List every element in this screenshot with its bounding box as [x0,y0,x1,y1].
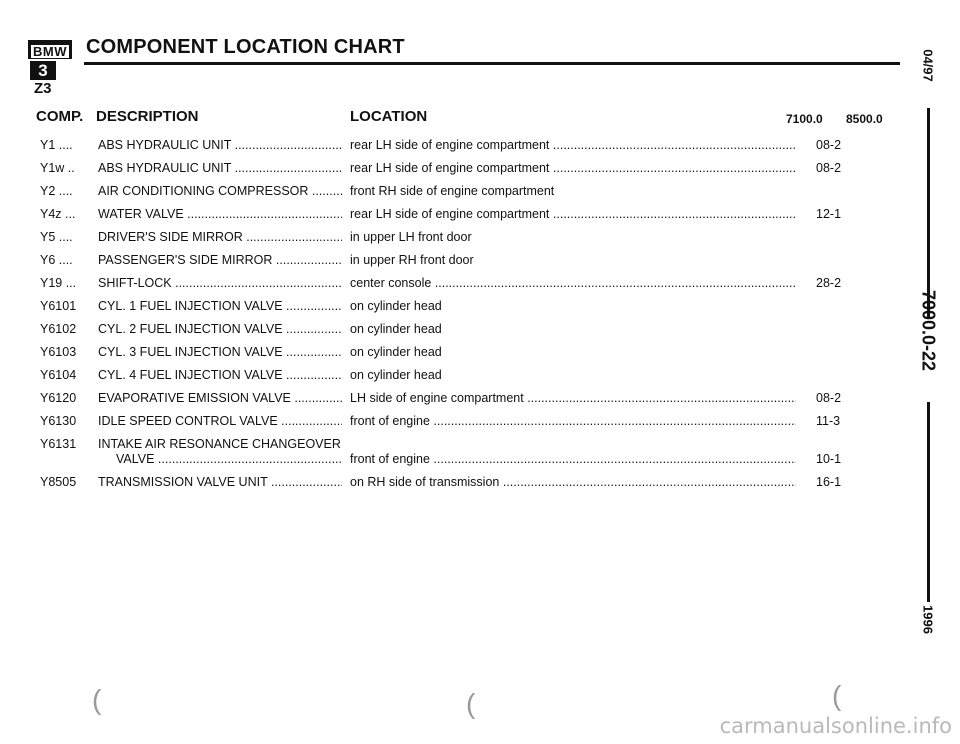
comp-id: Y6101 [40,299,77,313]
table-row [0,274,900,292]
description: AIR CONDITIONING COMPRESSOR ..... [98,182,342,200]
description: IDLE SPEED CONTROL VALVE ..... [98,412,342,430]
comp-id: Y6120 [40,391,77,405]
sidebar-rule [927,402,930,602]
location: LH side of engine compartment ..... [350,389,796,407]
comp-id: Y1w .. [40,161,75,175]
scan-mark: ( [832,680,842,711]
location: in upper LH front door [350,230,472,244]
table-row [0,473,900,491]
ref-number: 08-2 [816,391,842,405]
description: SHIFT-LOCK ..... [98,274,342,292]
page-title: COMPONENT LOCATION CHART [86,36,405,58]
location: front of engine ..... [350,412,796,430]
description-continued: VALVE ..... [116,450,342,468]
location: front RH side of engine compartment [350,184,555,198]
table-row [0,159,900,177]
logo-brand: BMW [33,44,67,59]
comp-id: Y6130 [40,414,77,428]
description: DRIVER'S SIDE MIRROR ..... [98,228,342,246]
comp-id: Y4z ... [40,207,76,221]
description: INTAKE AIR RESONANCE CHANGEOVER [98,437,341,451]
description: PASSENGER'S SIDE MIRROR ..... [98,251,342,269]
ref-number: 11-3 [816,414,841,428]
comp-id: Y6104 [40,368,77,382]
location: rear LH side of engine compartment ..... [350,136,796,154]
header-ref-7100: 7100.0 [786,112,823,126]
description: CYL. 3 FUEL INJECTION VALVE ..... [98,343,342,361]
table-row [0,297,900,315]
bmw-series-logo [28,40,72,80]
table-row [0,412,900,430]
ref-number: 08-2 [816,161,842,175]
location: on cylinder head [350,368,442,382]
scan-mark: ( [92,684,102,715]
description: CYL. 1 FUEL INJECTION VALVE ..... [98,297,342,315]
location: on cylinder head [350,322,442,336]
page-sidebar [918,40,939,680]
ref-number: 16-1 [816,475,842,489]
location: on cylinder head [350,299,442,313]
table-row [0,251,900,269]
ref-number: 08-2 [816,138,842,152]
table-row [0,228,900,246]
location: on RH side of transmission ..... [350,473,796,491]
description: ABS HYDRAULIC UNIT ..... [98,159,342,177]
location: center console ..... [350,274,796,292]
table-row [0,389,900,407]
comp-id: Y5 .... [40,230,73,244]
ref-number: 12-1 [816,207,842,221]
description: EVAPORATIVE EMISSION VALVE ..... [98,389,342,407]
sidebar-page-number: 7000.0-22 [918,289,939,372]
table-row [0,205,900,223]
header-location: LOCATION [350,108,428,125]
header-ref-8500: 8500.0 [846,112,883,126]
location: rear LH side of engine compartment ..... [350,205,796,223]
table-row [0,182,900,200]
ref-number: 10-1 [816,452,842,466]
sidebar-date: 04/97 [920,49,936,82]
table-row [0,136,900,154]
table-row [0,343,900,361]
scan-mark: ( [466,688,476,719]
table-row [0,320,900,338]
comp-id: Y6102 [40,322,77,336]
logo-series: 3 [30,61,56,80]
model-label: Z3 [34,80,52,97]
description: WATER VALVE ..... [98,205,342,223]
title-rule [84,62,900,65]
location: in upper RH front door [350,253,474,267]
location: on cylinder head [350,345,442,359]
comp-id: Y19 ... [40,276,77,290]
comp-id: Y6 .... [40,253,73,267]
ref-number: 28-2 [816,276,842,290]
table-row [0,366,900,384]
description: TRANSMISSION VALVE UNIT ..... [98,473,342,491]
header-description: DESCRIPTION [96,108,199,125]
location: front of engine ..... [350,450,796,468]
location: rear LH side of engine compartment ..... [350,159,796,177]
comp-id: Y8505 [40,475,77,489]
comp-id: Y6131 [40,437,77,451]
comp-id: Y2 .... [40,184,73,198]
table-row-continued [0,450,900,468]
comp-id: Y6103 [40,345,77,359]
comp-id: Y1 .... [40,138,73,152]
description: CYL. 2 FUEL INJECTION VALVE ..... [98,320,342,338]
description: CYL. 4 FUEL INJECTION VALVE ..... [98,366,342,384]
sidebar-year: 1996 [920,605,936,634]
description: ABS HYDRAULIC UNIT ..... [98,136,342,154]
header-comp: COMP. [36,108,84,125]
watermark: carmanualsonline.info [719,714,952,738]
